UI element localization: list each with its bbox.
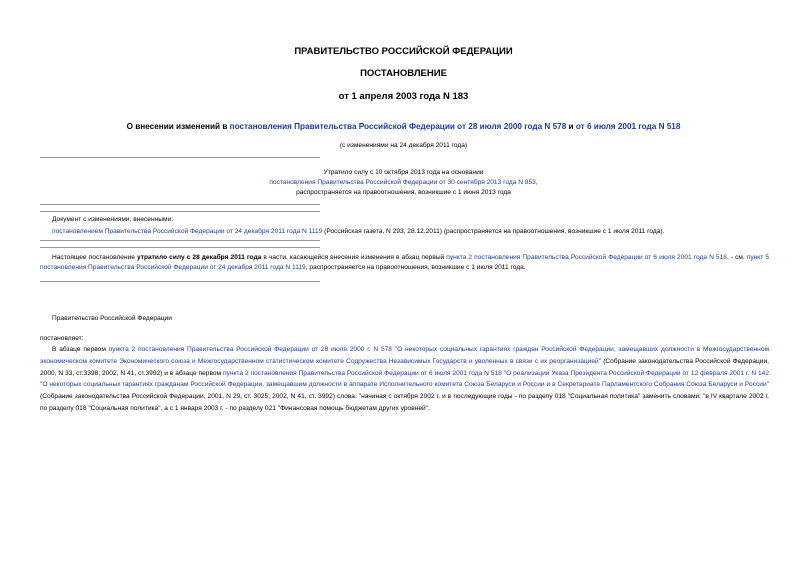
force-note-link-decree-1119[interactable]: пункт 5 постановления Правительства Российской Федерации от 24 декабря 2011 года N 1119 xyxy=(40,254,769,271)
issuing-authority: ПРАВИТЕЛЬСТВО РОССИЙСКОЙ ФЕДЕРАЦИИ xyxy=(294,46,513,57)
divider xyxy=(40,247,320,248)
main-text-3: (Собрание законодательства Российской Федерации, 2001, N 29, ст. 3025; 2002, N 41, ст. 3992) слова: "начиная с октября 2002 г. и в последующие годы - по разделу 018 "Социальная политика" заменить словами: "в IV квартале 2002 г. по разделу 018 "Социальная политика", а с 1 января 2003 г. - по разделу 021 "Финансовая помощь бюджетам других уровней". xyxy=(40,393,769,412)
partial-force-notice xyxy=(40,253,769,273)
force-note-text-3: , - см. xyxy=(726,254,747,261)
main-text-1: В абзаце первом xyxy=(52,346,109,353)
changes-document-tail: (Российская газета, N 293, 28.12.2011) (распространяется на правоотношения, возникшие с 1 июля 2011 года). xyxy=(322,228,665,235)
title-link-decree-578[interactable]: постановления Правительства Российской Федерации от 28 июля 2000 года N 578 xyxy=(229,122,567,131)
force-note-text-2: в части, касающейся внесения изменения в абзац первый xyxy=(261,254,447,261)
lost-force-line-1: Утратило силу с 10 октября 2013 года на основании xyxy=(323,169,484,176)
force-note-bold: утратило силу с 28 декабря 2011 года xyxy=(137,254,262,261)
divider xyxy=(40,157,320,158)
divider xyxy=(40,204,320,205)
document-type: ПОСТАНОВЛЕНИЕ xyxy=(360,68,447,79)
changes-document-line xyxy=(52,227,772,237)
changes-document-block xyxy=(52,215,772,237)
title-link-decree-518[interactable]: от 6 июля 2001 года N 518 xyxy=(575,122,681,131)
document-title xyxy=(0,122,807,131)
force-note-link-decree-518[interactable]: пункта 2 постановления Правительства Российской Федерации от 6 июля 2001 года N 518 xyxy=(446,254,727,261)
lost-force-line-2 xyxy=(0,178,807,188)
title-middle: и xyxy=(566,122,576,131)
main-text-2: (Собрание законодательства Российской Федерации, 2000, N 33, ст.3398; 2002, N 41, ст.3992) и в абзаце первом xyxy=(40,357,769,377)
divider xyxy=(40,211,320,212)
main-link-decree-578[interactable]: пункта 2 постановления Правительства Российской Федерации от 28 июля 2000 г. N 578 "О некоторых социальных гарантиях граждан Российской Федерации, замещавших должности в Межгосударственном экономическом комитете Экономического союза и Межгосударственном статистическом комитете Содружества Независимых Государств и уволенных в связи с их реорганизацией" xyxy=(40,346,769,365)
force-note-text-4: , распространяется на правоотношения, возникшие с 1 июля 2011 года. xyxy=(305,264,526,271)
divider xyxy=(40,240,320,241)
force-note-text-1: Настоящее постановление xyxy=(52,254,138,261)
title-prefix: О внесении изменений в xyxy=(126,122,230,131)
changes-document-label: Документ с изменениями, внесенными: xyxy=(52,216,174,223)
lost-force-link[interactable]: постановления Правительства Российской Федерации от 30 сентября 2013 года N 853 xyxy=(269,179,536,186)
main-link-decree-518[interactable]: пункта 2 постановления Правительства Российской Федерации от 6 июля 2001 года N 518 "О реализации Указа Президента Российской Федерации от 12 февраля 2001 г. N 142 "О некоторых социальных гарантиях гражданам Российской Федерации, замещавшим должности в аппарате Исполнительного комитета Союза Беларуси и России и в Секретариате Парламентского Собрания Союза Беларуси и России" xyxy=(40,369,769,389)
changes-document-link[interactable]: постановлением Правительства Российской Федерации от 24 декабря 2011 года N 1119 xyxy=(52,228,323,235)
lost-force-link-suffix: , xyxy=(535,179,538,186)
amendment-note: (с изменениями на 24 декабря 2011 года) xyxy=(339,142,468,149)
main-paragraph xyxy=(40,344,769,415)
document-date-number: от 1 апреля 2003 года N 183 xyxy=(338,91,469,102)
government-name: Правительство Российской Федерации xyxy=(52,315,172,322)
decrees-word: постановляет: xyxy=(40,335,84,342)
lost-force-line-3: распространяется на правоотношения, возникшие с 1 июня 2013 года xyxy=(296,189,511,196)
divider xyxy=(40,281,320,282)
lost-force-notice xyxy=(0,168,807,198)
